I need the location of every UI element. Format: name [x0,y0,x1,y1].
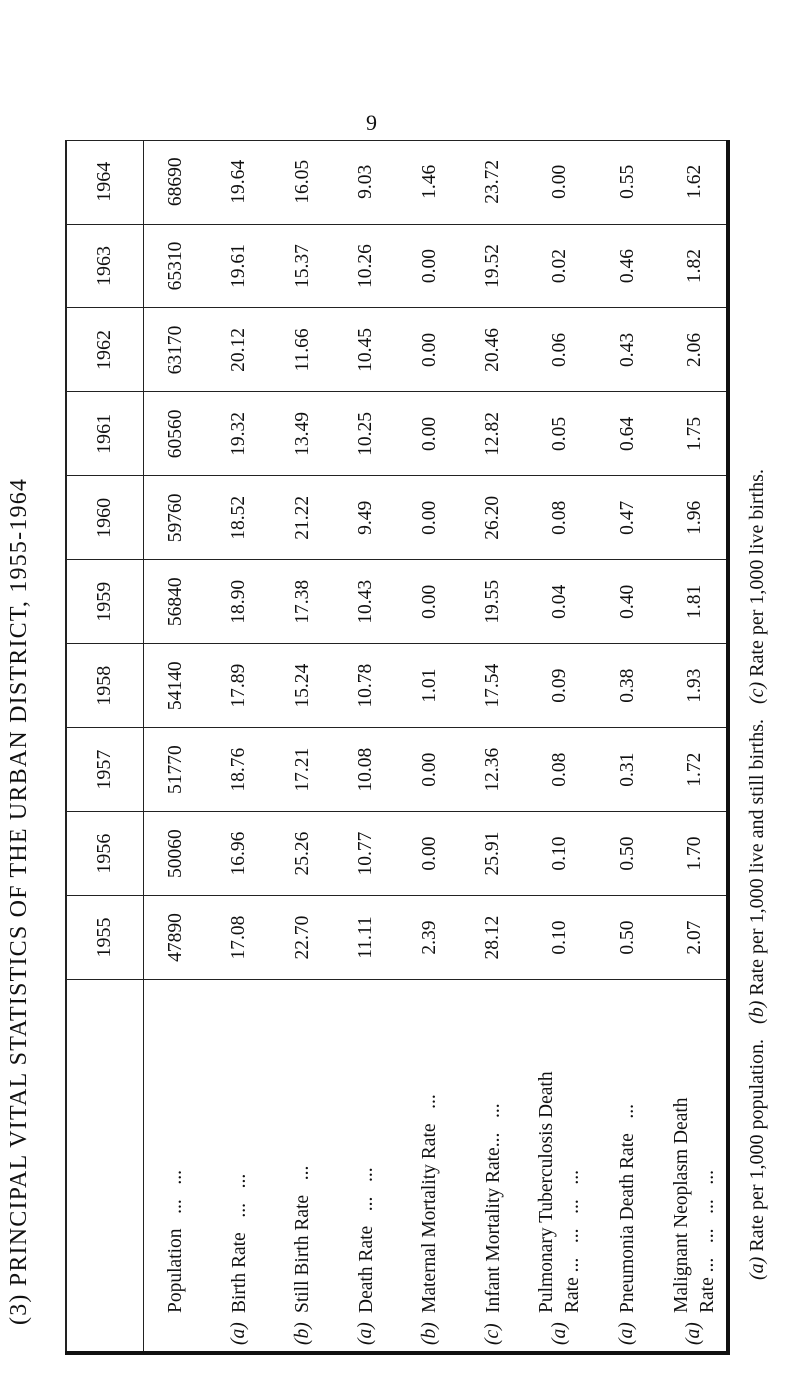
table-cell: 9.49 [335,476,399,560]
table-cell: 17.38 [271,560,335,644]
table-cell: 0.10 [525,812,596,896]
table-cell: 20.12 [208,308,272,392]
table-cell: 0.04 [525,560,596,644]
table-row [525,140,596,1355]
year-header: 1963 [65,224,144,308]
table-cell: 0.00 [398,812,462,896]
table-cell: 0.00 [398,476,462,560]
row-label-text: Pulmonary Tuberculosis Death [536,1071,558,1313]
table-row [144,140,208,1355]
table-row [659,140,730,1355]
year-header: 1962 [65,308,144,392]
table-cell: 15.24 [271,644,335,728]
table-cell: 19.64 [208,140,272,224]
row-label-cell [596,980,660,1356]
year-header-row [65,140,144,1355]
year-header: 1959 [65,560,144,644]
vital-statistics-table-rotated [65,140,730,1355]
table-cell: 19.61 [208,224,272,308]
row-label-text: Birth Rate [228,1232,250,1313]
table-cell: 18.76 [208,728,272,812]
table-cell: 54140 [144,644,208,728]
table-cell: 15.37 [271,224,335,308]
row-label-text: Malignant Neoplasm Death [670,1097,692,1313]
year-header: 1956 [65,812,144,896]
row-label [290,1166,316,1313]
row-label [417,1094,443,1313]
table-cell: 2.07 [659,896,730,980]
table-cell: 0.64 [596,392,660,476]
table-cell: 1.70 [659,812,730,896]
row-label-text: Death Rate [355,1225,377,1313]
table-cell: 0.05 [525,392,596,476]
row-label-leader-dots: ... [482,1103,504,1133]
row-label-cell [144,980,208,1356]
table-cell: 12.36 [462,728,526,812]
row-label [354,1167,380,1313]
table-cell: 0.08 [525,476,596,560]
table-cell: 0.00 [398,728,462,812]
row-label-cell [335,980,399,1356]
table-cell: 11.11 [335,896,399,980]
table-cell: 1.93 [659,644,730,728]
table-cell: 1.72 [659,728,730,812]
table-cell: 2.39 [398,896,462,980]
row-label [669,1097,721,1313]
row-label [227,1174,253,1313]
table-row [398,140,462,1355]
row-footnote-mark: (a) [548,1322,570,1345]
table-body [144,140,731,1355]
table-cell: 17.54 [462,644,526,728]
table-cell: 17.08 [208,896,272,980]
table-cell: 25.26 [271,812,335,896]
vital-statistics-table [65,140,730,1355]
table-cell: 0.50 [596,812,660,896]
table-cell: 65310 [144,224,208,308]
footnote-text: Rate per 1,000 population. [746,1023,768,1257]
row-footnote-mark: (c) [482,1323,504,1345]
year-header: 1955 [65,896,144,980]
row-label-leader-dots: ... [616,1103,638,1134]
table-cell: 17.89 [208,644,272,728]
row-label-text: Maternal Mortality Rate [419,1123,441,1313]
row-label [163,1170,189,1313]
table-cell: 10.43 [335,560,399,644]
table-cell: 16.96 [208,812,272,896]
table-cell: 0.09 [525,644,596,728]
table-cell: 10.77 [335,812,399,896]
table-cell: 26.20 [462,476,526,560]
table-cell: 1.82 [659,224,730,308]
row-label-cell [398,980,462,1356]
table-cell: 0.38 [596,644,660,728]
year-header: 1964 [65,140,144,224]
year-header: 1960 [65,476,144,560]
table-cell: 0.00 [398,308,462,392]
row-label-text-line2: Rate ... ... ... ... [696,1170,718,1313]
table-cell: 10.45 [335,308,399,392]
table-cell: 68690 [144,140,208,224]
table-top-rule [65,140,728,141]
table-cell: 18.52 [208,476,272,560]
row-label-text: Still Birth Rate [292,1194,314,1313]
table-cell: 0.55 [596,140,660,224]
table-cell: 0.46 [596,224,660,308]
row-label-leader-dots: ... ... [355,1167,377,1226]
table-cell: 16.05 [271,140,335,224]
footnote-mark: (b) [746,1000,768,1024]
table-cell: 17.21 [271,728,335,812]
footnote-text: Rate per 1,000 live births. [746,469,768,682]
table-cell: 19.52 [462,224,526,308]
table-cell: 1.46 [398,140,462,224]
page-number: 9 [366,110,377,135]
footnote-mark: (a) [746,1256,768,1280]
table-cell: 19.32 [208,392,272,476]
row-footnote-mark: (a) [355,1322,377,1345]
table-cell: 10.26 [335,224,399,308]
row-label [534,1071,586,1313]
table-cell: 1.81 [659,560,730,644]
footnote [746,469,769,1280]
table-cell: 0.47 [596,476,660,560]
table-cell: 0.40 [596,560,660,644]
table-bottom-rule [65,1351,730,1355]
page-title: (3) PRINCIPAL VITAL STATISTICS OF THE URBAN DISTRICT, 1955-1964 [6,477,32,1325]
table-cell: 1.75 [659,392,730,476]
row-label-text: Pneumonia Death Rate [616,1133,638,1313]
table-cell: 21.22 [271,476,335,560]
row-label-cell [525,980,596,1356]
vital-statistics-table-frame [65,140,730,1355]
row-label-leader-dots: ... [419,1094,441,1124]
row-label-text: Population [165,1228,187,1313]
table-cell: 23.72 [462,140,526,224]
row-label-cell [208,980,272,1356]
table-cell: 51770 [144,728,208,812]
table-cell: 0.02 [525,224,596,308]
table-row [596,140,660,1355]
table-cell: 10.25 [335,392,399,476]
table-cell: 60560 [144,392,208,476]
table-cell: 0.00 [525,140,596,224]
table-row [462,140,526,1355]
table-row [208,140,272,1355]
table-row [335,140,399,1355]
table-row [271,140,335,1355]
table-cell: 0.10 [525,896,596,980]
row-footnote-mark: (a) [616,1322,638,1345]
table-cell: 0.50 [596,896,660,980]
table-cell: 1.01 [398,644,462,728]
footnote-text: Rate per 1,000 live and still births. [746,703,768,1001]
row-label-text-line2: Rate ... ... ... ... [562,1170,584,1313]
table-cell: 47890 [144,896,208,980]
table-cell: 56840 [144,560,208,644]
table-cell: 50060 [144,812,208,896]
table-cell: 59760 [144,476,208,560]
table-cell: 10.08 [335,728,399,812]
year-header: 1958 [65,644,144,728]
table-cell: 12.82 [462,392,526,476]
table-cell: 11.66 [271,308,335,392]
table-cell: 22.70 [271,896,335,980]
table-cell: 20.46 [462,308,526,392]
row-label-leader-dots: ... [292,1165,314,1195]
row-label-cell [271,980,335,1356]
table-cell: 28.12 [462,896,526,980]
row-footnote-mark: (a) [683,1322,705,1345]
table-cell: 1.62 [659,140,730,224]
table-cell: 0.43 [596,308,660,392]
table-right-rule [726,140,730,1355]
table-cell: 18.90 [208,560,272,644]
row-label [481,1103,507,1313]
table-cell: 63170 [144,308,208,392]
table-cell: 25.91 [462,812,526,896]
footnote-mark: (c) [746,681,768,704]
table-cell: 0.00 [398,224,462,308]
table-cell: 9.03 [335,140,399,224]
table-cell: 1.96 [659,476,730,560]
table-cell: 0.06 [525,308,596,392]
table-cell: 10.78 [335,644,399,728]
label-column-header [65,980,144,1356]
year-header: 1961 [65,392,144,476]
row-label-leader-dots: ... ... [165,1169,187,1229]
table-cell: 19.55 [462,560,526,644]
table-cell: 13.49 [271,392,335,476]
year-header: 1957 [65,728,144,812]
table-cell: 0.31 [596,728,660,812]
table-cell: 2.06 [659,308,730,392]
row-label-cell [462,980,526,1356]
table-cell: 0.00 [398,560,462,644]
table-cell: 0.08 [525,728,596,812]
row-label-text: Infant Mortality Rate... [482,1132,504,1313]
row-footnote-mark: (b) [291,1322,313,1345]
row-footnote-mark: (a) [228,1322,250,1345]
row-footnote-mark: (b) [418,1322,440,1345]
row-label [615,1104,641,1313]
table-left-rule [65,140,67,1352]
row-label-leader-dots: ... ... [228,1173,250,1233]
row-label-cell [659,980,730,1356]
table-cell: 0.00 [398,392,462,476]
